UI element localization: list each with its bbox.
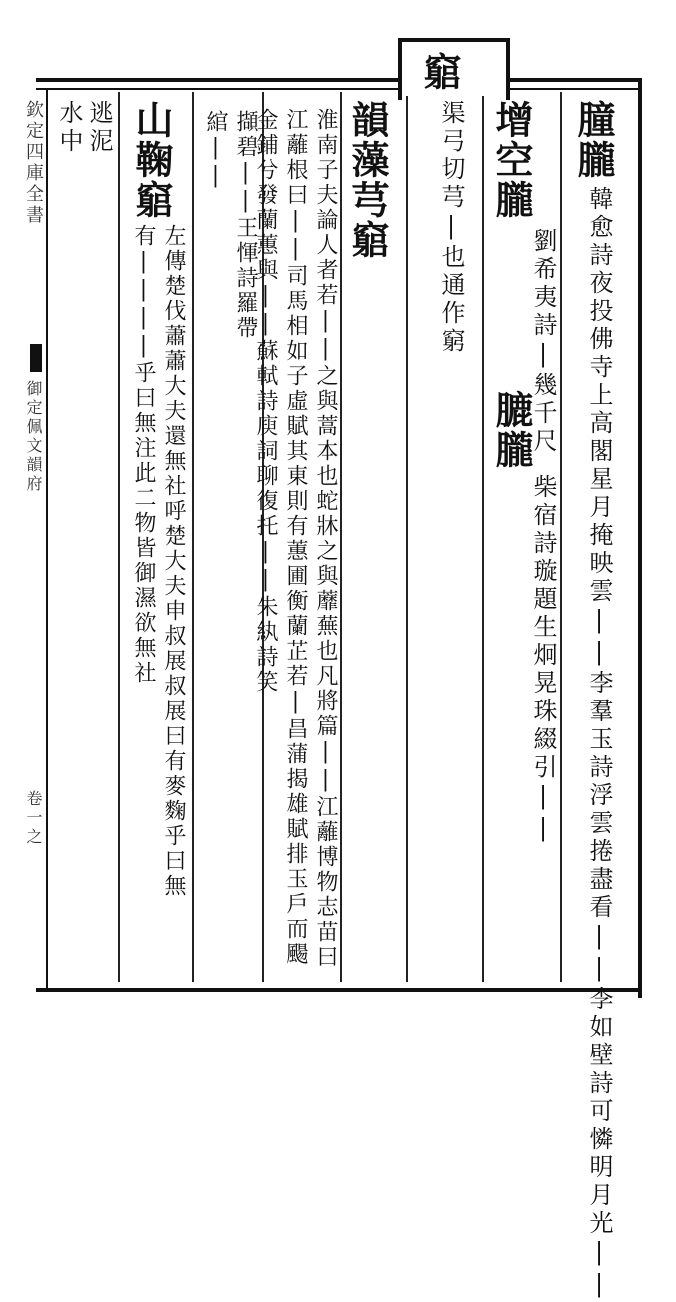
entry-text-f: 左傳楚伐蕭蕭大夫還無社呼楚大夫申叔展叔展曰有麥麴乎曰無有||||乎曰無注此二物皆御濕欲無社: [131, 224, 186, 899]
margin-book-title: 欽定四庫全書: [23, 100, 44, 226]
headword-shanjuqiong: 山鞠竆: [129, 100, 174, 220]
headword-qiong: 竆: [417, 52, 462, 92]
entry-text-b1: 劉希夷詩|幾千尺: [529, 228, 557, 456]
top-inner-border: [36, 88, 642, 90]
headword-zengkonglong: 增空朧: [489, 100, 534, 220]
entry-text-d: 淮南子夫論人者若||之與蒿本也蛇牀之與蘼蕪也凡將篇||江蘺博物志苗曰江蘺根曰||司馬相如子虛賦其東則有蕙圃衡蘭芷若|昌蒲揭雄賦排玉戶而颺金鋪兮發蘭蕙與||蘇軾詩庾詞聊復托||朱紈詩笑: [253, 108, 338, 970]
column-divider: [340, 92, 342, 982]
headword-conglong: 膔朧: [489, 390, 534, 470]
entry-text-g: 逃泥水中: [55, 100, 113, 156]
headword-yunzao: 韻藻芎竆: [345, 100, 390, 260]
column-divider: [118, 92, 120, 982]
bottom-border: [36, 988, 642, 992]
headword-tonglong: 朣朧: [571, 100, 616, 180]
top-border-right: [502, 78, 642, 82]
right-border: [638, 78, 642, 998]
margin-fish-tail: [30, 344, 42, 372]
margin-page-mark: 卷一之: [24, 790, 43, 847]
column-divider: [482, 96, 484, 982]
entry-text-e: 擷碧||王惲詩羅帶綰||: [203, 110, 258, 341]
column-divider: [406, 96, 408, 982]
margin-section-title: 御定佩文韻府: [24, 380, 43, 494]
top-border: [36, 78, 398, 82]
column-divider: [192, 92, 194, 982]
entry-text-b2: 柴宿詩璇題生炯晃珠綴引||: [529, 474, 557, 846]
entry-text-c: 渠弓切芎|也通作窮: [437, 100, 465, 356]
column-divider: [560, 92, 562, 982]
entry-text-a: 韓愈詩夜投佛寺上高閣星月掩映雲||李羣玉詩浮雲捲盡看||李如壁詩可憐明月光||: [585, 186, 613, 1302]
